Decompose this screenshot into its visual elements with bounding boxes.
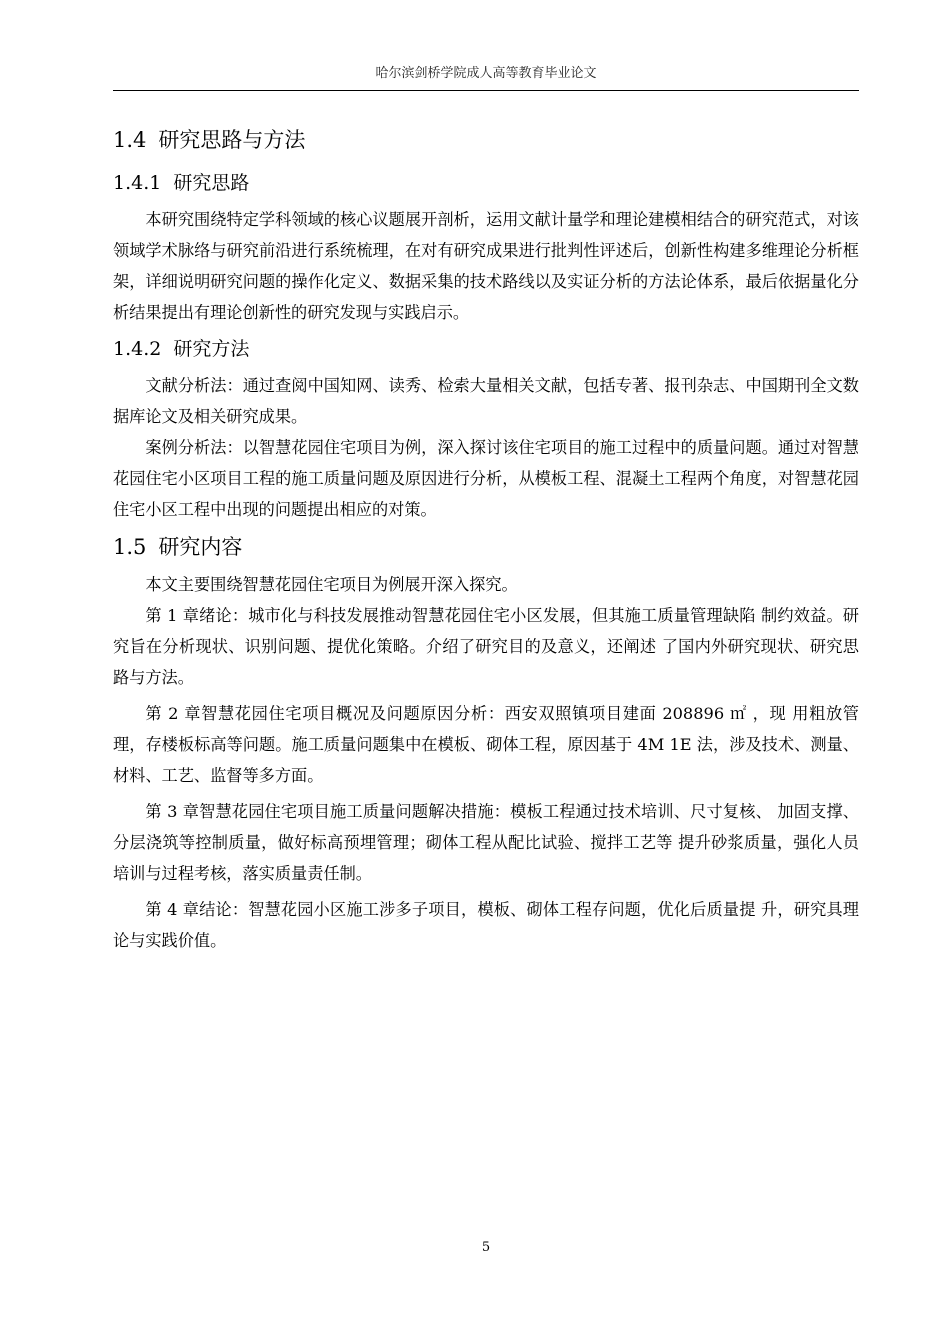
paragraph-case-method: 案例分析法：以智慧花园住宅项目为例，深入探讨该住宅项目的施工过程中的质量问题。通过对智慧花园住宅小区项目工程的施工质量问题及原因进行分析，从模板工程、混凝土工程两个角度，对智慧花园住宅小区工程中出现的问题提出相应的对策。 [113,438,859,519]
paragraph-chapter-4: 第 4 章结论：智慧花园小区施工涉多子项目，模板、砌体工程存问题，优化后质量提 升，研究具理论与实践价值。 [113,900,859,950]
heading-number: 1.4.1 [113,172,162,194]
paragraph-chapter-3: 第 3 章智慧花园住宅项目施工质量问题解决措施：模板工程通过技术培训、尺寸复核、 加固支撑、分层浇筑等控制质量，做好标高预埋管理；砌体工程从配比试验、搅拌工艺等 提升砂浆质量，强化人员培训与过程考核，落实质量责任制。 [113,802,859,883]
heading-1-4-2 [113,328,859,370]
running-header: 哈尔滨剑桥学院成人高等教育毕业论文 [375,66,597,81]
heading-title: 研究思路与方法 [158,128,306,152]
page-body [113,118,859,956]
heading-1-4-1 [113,162,859,204]
heading-number: 1.4 [113,128,147,152]
page-number: 5 [481,1240,491,1255]
header-rule [113,90,859,91]
paragraph-chapter-1: 第 1 章绪论：城市化与科技发展推动智慧花园住宅小区发展，但其施工质量管理缺陷 制约效益。研究旨在分析现状、识别问题、提优化策略。介绍了研究目的及意义，还阐述 了国内外研究现状、研究思路与方法。 [113,606,859,687]
heading-1-4 [113,118,859,162]
paragraph-chapter-2: 第 2 章智慧花园住宅项目概况及问题原因分析：西安双照镇项目建面 208896 ㎡ ，现 用粗放管理，存楼板标高等问题。施工质量问题集中在模板、砌体工程，原因基于 4M 1E 法，涉及技术、测量、材料、工艺、监督等多方面。 [113,704,859,785]
heading-number: 1.4.2 [113,338,162,360]
heading-number: 1.5 [113,535,147,559]
heading-title: 研究方法 [173,338,250,360]
paragraph-content-intro: 本文主要围绕智慧花园住宅项目为例展开深入探究。 [145,575,518,594]
heading-title: 研究内容 [158,535,243,559]
heading-1-5 [113,525,859,569]
paragraph-research-approach: 本研究围绕特定学科领域的核心议题展开剖析，运用文献计量学和理论建模相结合的研究范式，对该领域学术脉络与研究前沿进行系统梳理，在对有研究成果进行批判性评述后，创新性构建多维理论分析框架，详细说明研究问题的操作化定义、数据采集的技术路线以及实证分析的方法论体系，最后依据量化分析结果提出有理论创新性的研究发现与实践启示。 [113,210,859,322]
paragraph-literature-method: 文献分析法：通过查阅中国知网、读秀、检索大量相关文献，包括专著、报刊杂志、中国期刊全文数据库论文及相关研究成果。 [113,376,859,426]
heading-title: 研究思路 [173,172,250,194]
